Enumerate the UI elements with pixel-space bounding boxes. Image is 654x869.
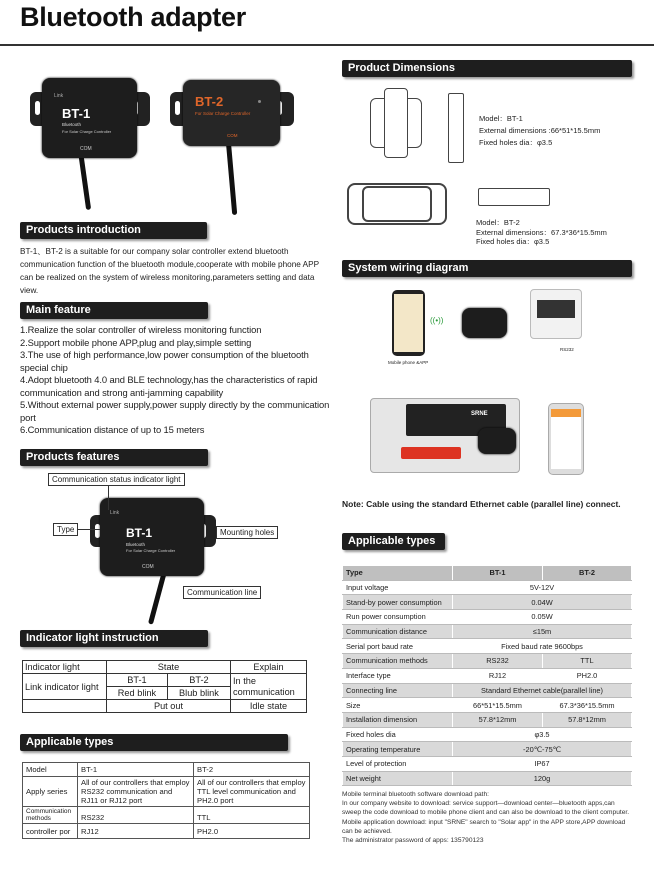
- cell: Model: [23, 763, 78, 777]
- section-applicable-types-left: Applicable types: [20, 734, 288, 751]
- cell: Fixed holes dia: [343, 727, 453, 742]
- section-products-introduction: Products introduction: [20, 222, 207, 239]
- label-mounting-holes: Mounting holes: [216, 526, 278, 539]
- feature-item: 4.Adopt bluetooth 4.0 and BLE technology,has the characteristics of rapid communication and strong anti-jamming capability: [20, 374, 318, 398]
- spec-row: [343, 668, 632, 683]
- cell: 57.8*12mm: [543, 712, 632, 727]
- cell: Fixed baud rate 9600bps: [453, 639, 632, 654]
- cell: BT-2: [167, 674, 230, 687]
- dim-line: Fixed holes dia：φ3.5: [479, 138, 553, 147]
- download-line: In our company website to download: service support—download center—bluetooth apps,can sweep the code download to mobile phone client and can also be download to the client computer.: [342, 800, 630, 817]
- leader-line: [108, 486, 109, 510]
- feature-item: 3.The use of high performance,low power consumption of the bluetooth special chip: [20, 349, 309, 373]
- cell: Level of protection: [343, 756, 453, 771]
- phone-label: Mobile phone &APP: [388, 360, 429, 365]
- feature-item: 1.Realize the solar controller of wireless monitoring function: [20, 324, 262, 335]
- section-main-feature: Main feature: [20, 302, 208, 319]
- cell: Communication distance: [343, 624, 453, 639]
- cell: Type: [343, 566, 453, 581]
- spec-row: [343, 683, 632, 698]
- section-product-dimensions: Product Dimensions: [342, 60, 632, 77]
- spec-row: [343, 580, 632, 595]
- cell: Stand-by power consumption: [343, 595, 453, 610]
- page-title: Bluetooth adapter: [20, 2, 246, 32]
- cell: φ3.5: [453, 727, 632, 742]
- cell: 67.3*36*15.5mm: [543, 698, 632, 713]
- cell: RJ12: [453, 668, 543, 683]
- cell: -20℃-75℃: [453, 742, 632, 757]
- section-applicable-types-right: Applicable types: [342, 533, 445, 550]
- spec-row: [343, 742, 632, 757]
- section-system-wiring: System wiring diagram: [342, 260, 632, 277]
- bt2-port: COM: [227, 133, 238, 138]
- label-type: Type: [53, 523, 78, 536]
- cell: Idle state: [231, 700, 307, 713]
- phone-app-icon: [548, 403, 584, 475]
- dim-line: Fixed holes dia：φ3.5: [476, 237, 550, 246]
- cell: 0.05W: [453, 610, 632, 625]
- phone-icon: [392, 290, 425, 356]
- cell: Size: [343, 698, 453, 713]
- cell: Input voltage: [343, 580, 453, 595]
- spec-row: [343, 610, 632, 625]
- bt2-sub: For Solar Charge Controller: [195, 111, 251, 116]
- cell: Interface type: [343, 668, 453, 683]
- cell: All of our controllers that employ TTL level communication and PH2.0 port: [194, 777, 310, 807]
- cell: BT-2: [543, 566, 632, 581]
- spec-row: [343, 756, 632, 771]
- spec-row: [343, 771, 632, 786]
- cell: IP67: [453, 756, 632, 771]
- bt1-port: COM: [80, 146, 92, 152]
- wireless-icon: ((•)): [430, 316, 444, 325]
- rs232-label: RS232: [560, 347, 574, 352]
- label-communication-line: Communication line: [183, 586, 261, 599]
- download-info: [342, 790, 634, 845]
- led-icon: [258, 100, 261, 103]
- cell: Indicator light: [23, 661, 107, 674]
- intro-text: BT-1、BT-2 is a suitable for our company solar controller extend bluetooth communication function of the bluetooth module,cooperate with mobile phone APP can be realized on the system of wireless monitoring,parameters setting and data view.: [20, 247, 319, 295]
- bt1-sub: For Solar Charge Controller: [126, 548, 176, 553]
- cell: RJ12: [78, 824, 194, 839]
- cell: Connecting line: [343, 683, 453, 698]
- dim-line: External dimensions :66*51*15.5mm: [479, 126, 601, 135]
- spec-table: [342, 565, 632, 786]
- cell: Operating temperature: [343, 742, 453, 757]
- controller-icon: [530, 289, 582, 339]
- cell: Blub blink: [167, 687, 230, 700]
- cell: BT-2: [194, 763, 310, 777]
- spec-row: [343, 639, 632, 654]
- bt1-link-label: Link: [110, 510, 120, 516]
- srne-logo: SRNE: [471, 411, 488, 417]
- bt1-sub: For Solar Charge Controller: [62, 129, 112, 134]
- cell: 57.8*12mm: [453, 712, 543, 727]
- cell: 0.04W: [453, 595, 632, 610]
- cell: PH2.0: [543, 668, 632, 683]
- bt1-model: BT-1: [62, 106, 91, 121]
- section-products-features: Products features: [20, 449, 208, 466]
- spec-row: [343, 654, 632, 669]
- cell: Red blink: [107, 687, 168, 700]
- cell: controller por: [23, 824, 78, 839]
- cell: Serial port baud rate: [343, 639, 453, 654]
- main-feature-list: [20, 324, 332, 437]
- feature-item: 2.Support mobile phone APP,plug and play,simple setting: [20, 336, 252, 348]
- cell: Link indicator light: [23, 674, 107, 700]
- cell: 120g: [453, 771, 632, 786]
- spec-row: [343, 595, 632, 610]
- wiring-note: Note: Cable using the standard Ethernet cable (parallel line) connect.: [342, 499, 621, 509]
- download-line: Mobile application download: input "SRNE" search to "Solar app" in the APP store,APP download can be achieved.: [342, 818, 626, 835]
- section-indicator-light: Indicator light instruction: [20, 630, 208, 647]
- spec-row: [343, 727, 632, 742]
- cell: BT-1: [78, 763, 194, 777]
- cell: PH2.0: [194, 824, 310, 839]
- cell: Communication methods: [343, 654, 453, 669]
- cell: Explain: [231, 661, 307, 674]
- bt2-model: BT-2: [195, 94, 224, 109]
- bt1-dimensions-text: [479, 113, 600, 149]
- bt1-port: COM: [142, 564, 154, 570]
- feature-item: 6.Communication distance of up to 15 meters: [20, 424, 205, 435]
- spec-row: [343, 624, 632, 639]
- cell: RS232: [78, 807, 194, 824]
- dim-line: Model：BT-2: [476, 218, 520, 227]
- cell: Standard Ethernet cable(parallel line): [453, 683, 632, 698]
- download-line: The administrator password of apps: 135790123: [342, 837, 484, 845]
- dim-line: Model：BT-1: [479, 114, 523, 123]
- indicator-table: [22, 660, 307, 713]
- cell: ≤15m: [453, 624, 632, 639]
- cell: Put out: [107, 700, 231, 713]
- cell: In the communication: [231, 674, 307, 700]
- bt2-dimensions-text: [476, 218, 607, 247]
- cell: State: [107, 661, 231, 674]
- download-line: Mobile terminal bluetooth software download path:: [342, 791, 489, 798]
- cell: Run power consumption: [343, 610, 453, 625]
- cell: All of our controllers that employ RS232 communication and RJ11 or RJ12 port: [78, 777, 194, 807]
- cell: Communication methods: [23, 807, 78, 824]
- applicable-types-table: [22, 762, 310, 839]
- cell: TTL: [194, 807, 310, 824]
- spec-row: [343, 698, 632, 713]
- bt1-brand: Bluetooth: [126, 542, 146, 547]
- cell: 5V-12V: [453, 580, 632, 595]
- bt1-link-label: Link: [54, 93, 64, 99]
- cell: Net weight: [343, 771, 453, 786]
- feature-item: 5.Without external power supply,power supply directly by the communication port: [20, 399, 330, 423]
- cell: Installation dimension: [343, 712, 453, 727]
- cell: 66*51*15.5mm: [453, 698, 543, 713]
- title-divider: [0, 44, 654, 46]
- bt1-brand: Bluetooth: [62, 122, 82, 127]
- cell: Apply series: [23, 777, 78, 807]
- cell: RS232: [453, 654, 543, 669]
- cell: BT-1: [453, 566, 543, 581]
- dim-line: External dimensions：67.3*36*15.5mm: [476, 227, 607, 237]
- spec-row: [343, 712, 632, 727]
- bt1-model: BT-1: [126, 526, 153, 540]
- cell: BT-1: [107, 674, 168, 687]
- cell: TTL: [543, 654, 632, 669]
- label-status-light: Communication status indicator light: [48, 473, 185, 486]
- leader-line: [78, 529, 100, 530]
